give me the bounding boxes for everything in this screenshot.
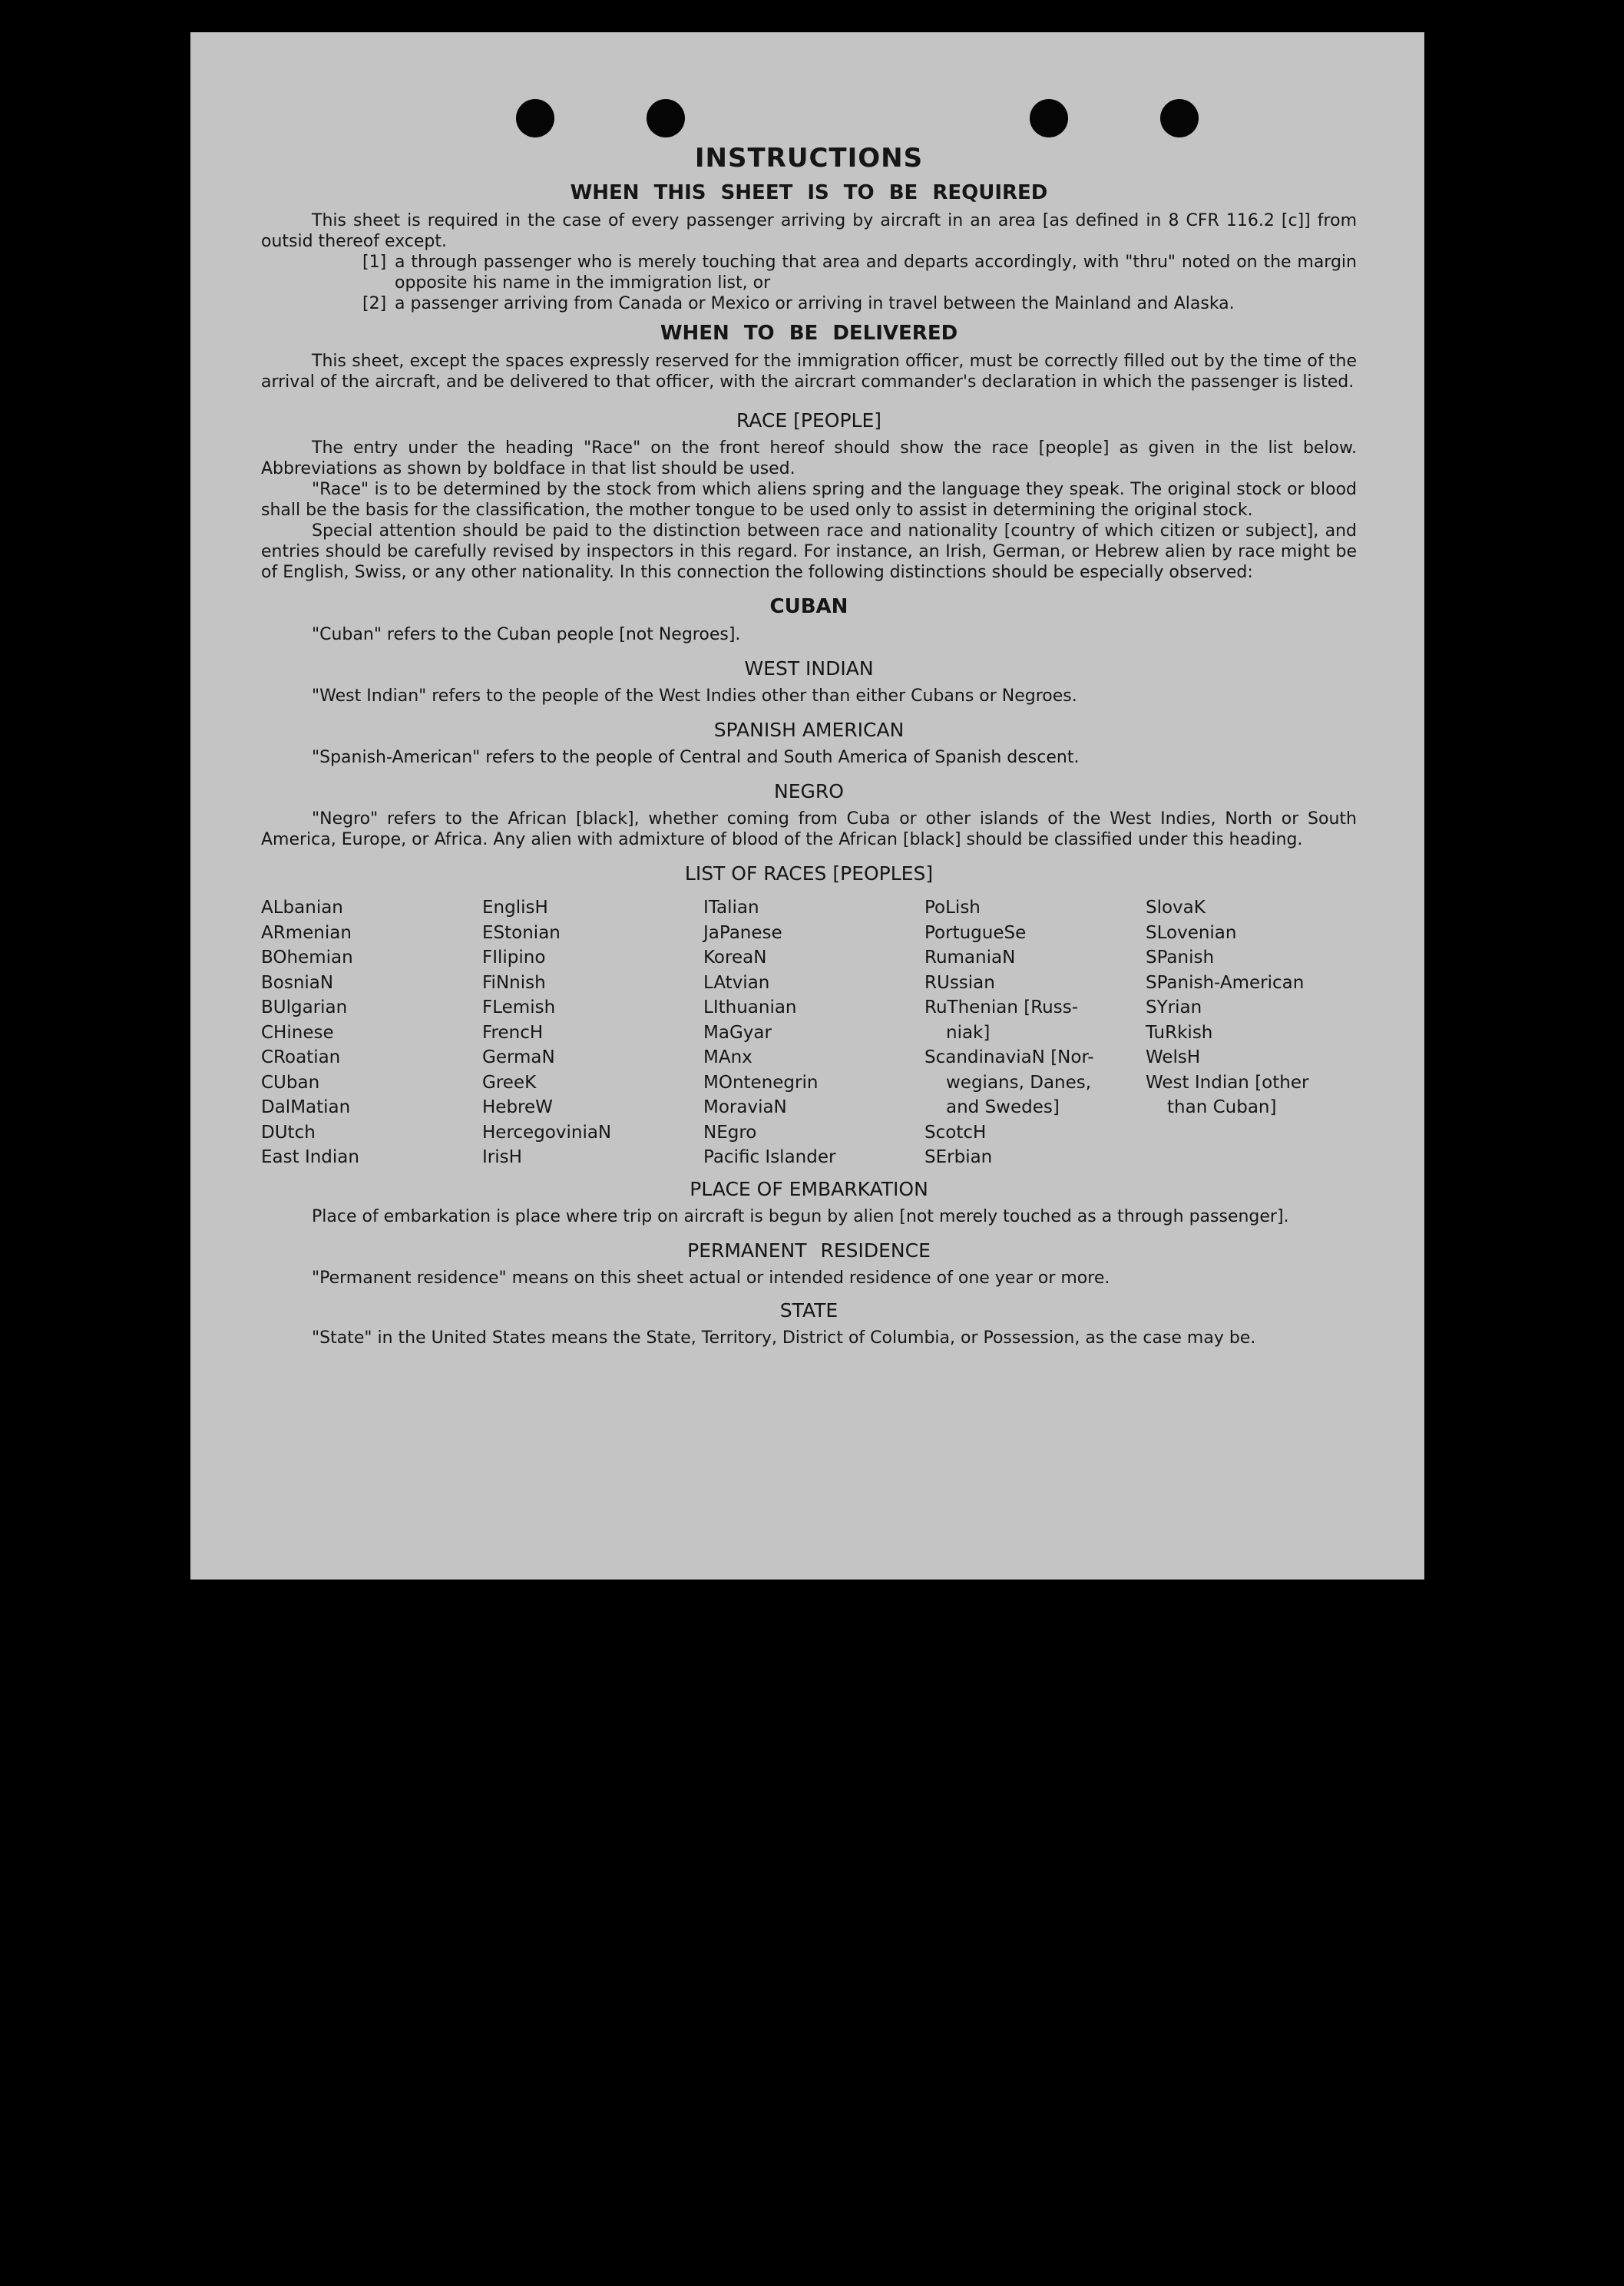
residence-text: "Permanent residence" means on this sheet actual or intended residence of one year or more.: [312, 1268, 1110, 1288]
heading-cuban: CUBAN: [769, 595, 848, 618]
race-entry: SPanish: [1146, 948, 1215, 968]
exception-number: [1]: [362, 253, 387, 272]
race-entry: BosniaN: [261, 972, 334, 993]
heading-west-indian: WEST INDIAN: [744, 657, 874, 680]
race-entry: ARmenian: [261, 922, 352, 943]
punch-hole: [1160, 99, 1199, 137]
race-entry-continued: niak]: [946, 1022, 991, 1043]
race-entry: EStonian: [482, 922, 561, 943]
required-intro: This sheet is required in the case of every passenger arriving by aircraft in an area [as defined in 8 CFR 116.2 [c]] from outsid thereof except.: [261, 211, 1357, 251]
race-entry: BOhemian: [261, 948, 353, 968]
race-entry: WelsH: [1146, 1047, 1201, 1067]
punch-hole: [1030, 99, 1068, 137]
race-entry: MaGyar: [703, 1022, 772, 1043]
race-entry: HebreW: [482, 1097, 553, 1117]
exception-item: [362, 252, 1357, 293]
exception-number: [2]: [362, 294, 387, 313]
race-paragraph: Special attention should be paid to the distinction between race and nationality [country of which citizen or subject], and entries should be carefully revised by inspectors in this regard. For instance, an Irish, German, or Hebrew alien by race might be of English, Swiss, or any other nationality. In this connection the following distinctions should be especially observed:: [261, 521, 1357, 582]
race-entry: FiNnish: [482, 972, 546, 993]
race-entry: ITalian: [703, 898, 759, 918]
race-entry: West Indian [other: [1146, 1072, 1309, 1093]
race-entry: Pacific Islander: [703, 1147, 836, 1167]
race-column: [703, 895, 924, 1170]
heading-permanent-residence: PERMANENT RESIDENCE: [687, 1239, 931, 1262]
race-entry: CHinese: [261, 1022, 334, 1043]
race-entry: ScotcH: [924, 1122, 987, 1143]
race-list: [261, 895, 1357, 1170]
heading-state: STATE: [779, 1298, 838, 1322]
heading-place-of-embarkation: PLACE OF EMBARKATION: [690, 1177, 928, 1200]
race-entry: LAtvian: [703, 972, 770, 993]
race-entry: SErbian: [924, 1147, 993, 1167]
race-entry-continued: than Cuban]: [1167, 1097, 1277, 1117]
race-entry: MoraviaN: [703, 1097, 787, 1117]
race-entry: SYrian: [1146, 997, 1202, 1017]
race-entry: FIlipino: [482, 948, 546, 968]
race-entry-continued: and Swedes]: [946, 1097, 1060, 1117]
race-entry: CRoatian: [261, 1047, 341, 1067]
race-entry: IrisH: [482, 1147, 522, 1167]
spanish-american-text: "Spanish-American" refers to the people of Central and South America of Spanish descent.: [312, 748, 1080, 767]
race-entry: ScandinaviaN [Nor-: [924, 1047, 1094, 1067]
race-entry: BUlgarian: [261, 997, 348, 1017]
race-entry: MOntenegrin: [703, 1072, 819, 1093]
race-entry: HercegoviniaN: [482, 1122, 612, 1143]
race-column: [1146, 895, 1367, 1170]
exception-item: [362, 293, 1357, 314]
race-entry: PoLish: [924, 898, 981, 918]
cuban-text: "Cuban" refers to the Cuban people [not Negroes].: [312, 625, 741, 644]
page-title: INSTRUCTIONS: [694, 143, 924, 174]
race-column: [924, 895, 1146, 1170]
race-entry: East Indian: [261, 1147, 359, 1167]
race-entry: TuRkish: [1146, 1022, 1213, 1043]
heading-negro: NEGRO: [774, 780, 844, 802]
race-entry-continued: wegians, Danes,: [946, 1072, 1092, 1093]
race-entry: PortugueSe: [924, 922, 1027, 943]
heading-spanish-american: SPANISH AMERICAN: [713, 719, 905, 741]
delivered-text: This sheet, except the spaces expressly reserved for the immigration officer, must be correctly filled out by the time of the arrival of the aircraft, and be delivered to that officer, with the aircrart commander's declaration in which the passenger is listed.: [261, 352, 1357, 392]
race-entry: SlovaK: [1146, 898, 1206, 918]
race-entry: KoreaN: [703, 948, 767, 968]
state-text: "State" in the United States means the State, Territory, District of Columbia, or Possession, as the case may be.: [312, 1328, 1256, 1348]
race-entry: SPanish-American: [1146, 972, 1305, 993]
race-entry: EnglisH: [482, 898, 548, 918]
race-entry: RumaniaN: [924, 948, 1016, 968]
race-paragraph: "Race" is to be determined by the stock from which aliens spring and the language they speak. The original stock or blood shall be the basis for the classification, the mother tongue to be used only to assist in determining the original stock.: [261, 480, 1357, 520]
race-column: [261, 895, 482, 1170]
race-entry: DalMatian: [261, 1097, 351, 1117]
heading-list-of-races: LIST OF RACES [PEOPLES]: [684, 862, 934, 885]
race-entry: DUtch: [261, 1122, 316, 1143]
embarkation-text: Place of embarkation is place where trip on aircraft is begun by alien [not merely touched as a through passenger].: [312, 1206, 1289, 1226]
race-entry: SLovenian: [1146, 922, 1237, 943]
heading-when-delivered: WHEN TO BE DELIVERED: [660, 322, 958, 345]
race-entry: GermaN: [482, 1047, 555, 1067]
race-entry: ALbanian: [261, 898, 343, 918]
exception-text: a through passenger who is merely touching that area and departs accordingly, with "thru" noted on the margin opposite his name in the immigration list, or: [395, 253, 1357, 293]
race-entry: RuThenian [Russ-: [924, 997, 1079, 1017]
race-entry: LIthuanian: [703, 997, 797, 1017]
race-entry: GreeK: [482, 1072, 537, 1093]
heading-race: RACE [PEOPLE]: [736, 409, 882, 432]
race-column: [482, 895, 703, 1170]
race-entry: MAnx: [703, 1047, 752, 1067]
race-entry: FLemish: [482, 997, 556, 1017]
race-entry: RUssian: [924, 972, 995, 993]
heading-when-required: WHEN THIS SHEET IS TO BE REQUIRED: [570, 181, 1048, 204]
race-entry: NEgro: [703, 1122, 757, 1143]
race-entry: JaPanese: [703, 922, 782, 943]
race-entry: FrencH: [482, 1022, 544, 1043]
race-entry: CUban: [261, 1072, 320, 1093]
exception-text: a passenger arriving from Canada or Mexico or arriving in travel between the Mainland and Alaska.: [395, 294, 1235, 313]
west-indian-text: "West Indian" refers to the people of the West Indies other than either Cubans or Negroes.: [312, 686, 1077, 706]
punch-hole: [647, 99, 685, 137]
negro-text: "Negro" refers to the African [black], whether coming from Cuba or other islands of the West Indies, North or South America, Europe, or Africa. Any alien with admixture of blood of the African [black] should be classified under this heading.: [261, 809, 1357, 849]
punch-hole: [516, 99, 554, 137]
race-paragraph: The entry under the heading "Race" on the front hereof should show the race [people] as given in the list below. Abbreviations as shown by boldface in that list should be used.: [261, 438, 1357, 478]
instruction-sheet: [190, 32, 1424, 1580]
